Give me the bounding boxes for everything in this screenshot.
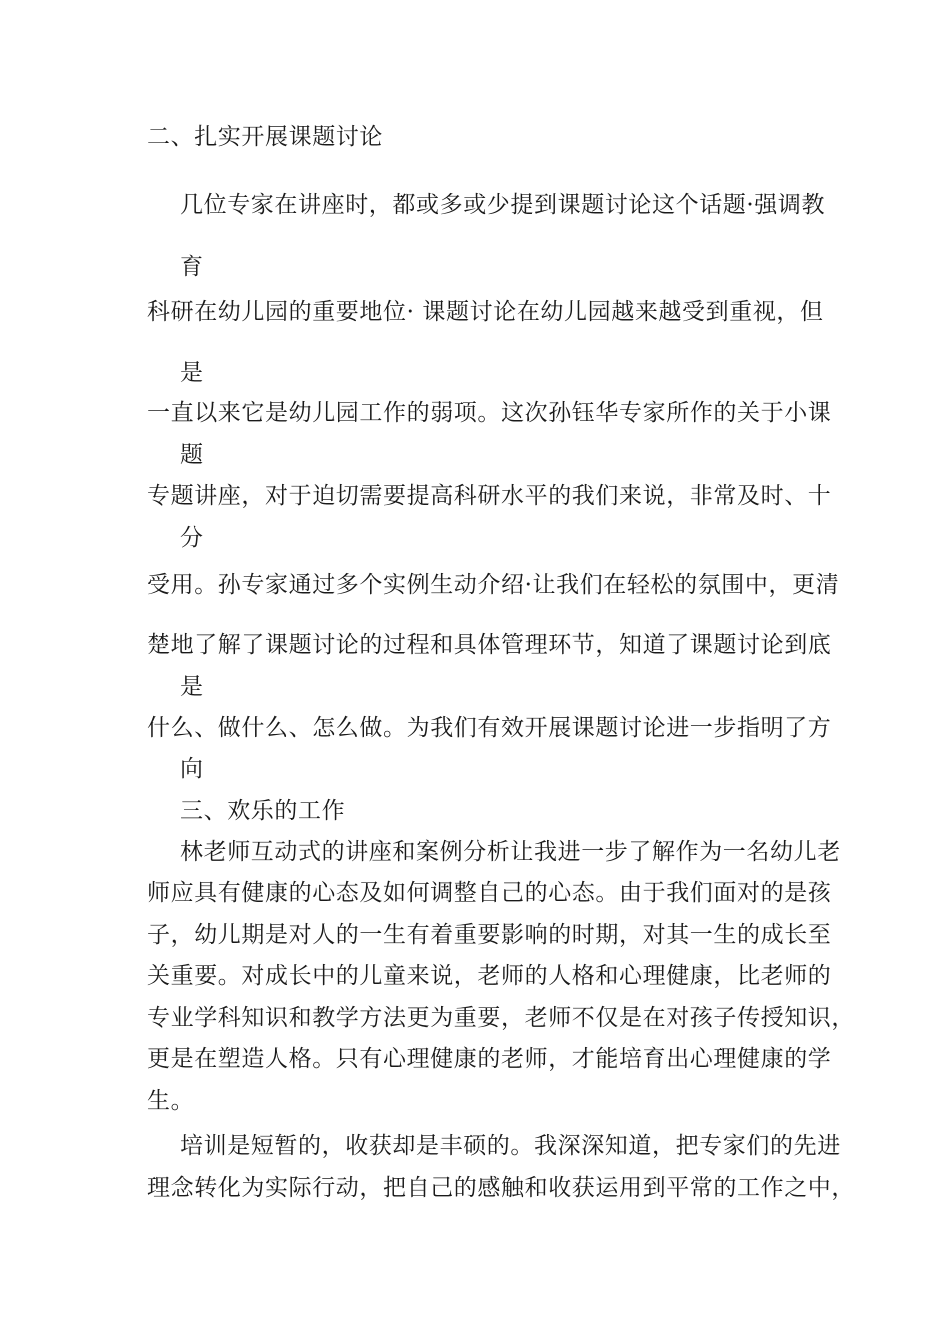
paragraph-line: 向 — [180, 756, 204, 782]
paragraph-line: 楚地了解了课题讨论的过程和具体管理环节，知道了课题讨论到底 — [147, 632, 832, 658]
paragraph-line: 关重要。对成长中的儿童来说，老师的人格和心理健康，比老师的 — [147, 963, 832, 989]
paragraph-line: 一直以来它是幼儿园工作的弱项。这次孙钰华专家所作的关于小课 — [147, 400, 832, 426]
paragraph-line: 是 — [180, 360, 204, 386]
paragraph-line: 子，幼儿期是对人的一生有着重要影响的时期，对其一生的成长至 — [147, 922, 832, 948]
paragraph-line: 育 — [180, 254, 204, 280]
paragraph-line: 科研在幼儿园的重要地位· 课题讨论在幼儿园越来越受到重视，但 — [147, 299, 824, 325]
paragraph-line: 分 — [180, 525, 204, 551]
paragraph-line: 题 — [180, 442, 204, 468]
paragraph-line: 专题讲座，对于迫切需要提高科研水平的我们来说，非常及时、十 — [147, 483, 832, 509]
paragraph-line: 受用。孙专家通过多个实例生动介绍·让我们在轻松的氛围中，更清 — [147, 572, 840, 598]
paragraph-line: 师应具有健康的心态及如何调整自己的心态。由于我们面对的是孩 — [147, 880, 832, 906]
section-heading: 三、欢乐的工作 — [180, 798, 346, 824]
paragraph-line: 生。 — [147, 1088, 195, 1114]
paragraph-line: 是 — [180, 674, 204, 700]
paragraph-line: 专业学科知识和教学方法更为重要，老师不仅是在对孩子传授知识， — [147, 1005, 855, 1031]
paragraph-line: 几位专家在讲座时，都或多或少提到课题讨论这个话题·强调教 — [180, 192, 826, 218]
paragraph-line: 什么、做什么、怎么做。为我们有效开展课题讨论进一步指明了方 — [147, 715, 832, 741]
paragraph-line: 培训是短暂的，收获却是丰硕的。我深深知道，把专家们的先进 — [180, 1133, 841, 1159]
section-heading: 二、扎实开展课题讨论 — [147, 124, 383, 150]
paragraph-line: 理念转化为实际行动，把自己的感触和收获运用到平常的工作之中， — [147, 1175, 855, 1201]
paragraph-line: 林老师互动式的讲座和案例分析让我进一步了解作为一名幼儿老 — [180, 839, 841, 865]
paragraph-line: 更是在塑造人格。只有心理健康的老师，才能培育出心理健康的学 — [147, 1046, 832, 1072]
